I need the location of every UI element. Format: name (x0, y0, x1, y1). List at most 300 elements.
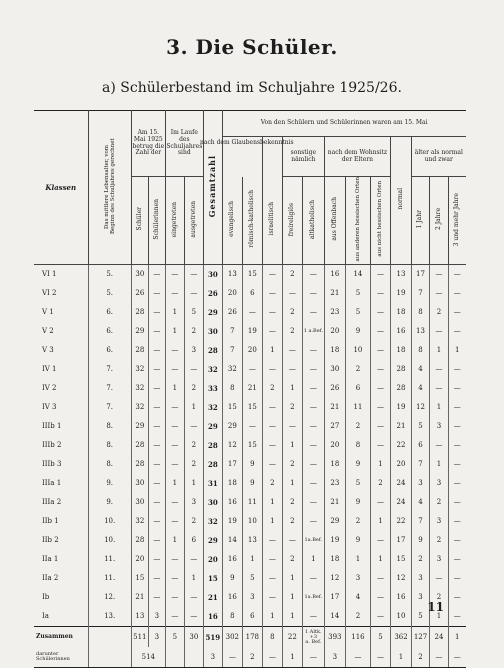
cell: 1 (455, 346, 460, 355)
cell: — (371, 569, 391, 588)
table-row (34, 588, 466, 607)
cell: 28 (391, 360, 412, 379)
cell: — (262, 303, 282, 322)
cell: — (282, 360, 302, 379)
cell: 6 (242, 607, 262, 627)
sum-label: Zusammen (34, 627, 88, 648)
header-sonstige: sonstige nämlich (282, 137, 324, 177)
girls-cell: — (430, 647, 449, 668)
row-class: IV 1 (34, 360, 88, 379)
table-row (34, 360, 466, 379)
cell: 20 (242, 341, 262, 360)
cell: 19 (391, 398, 412, 417)
cell: 18 (391, 303, 412, 322)
cell: 16 (222, 588, 242, 607)
sum-cell: 22 (282, 627, 302, 648)
cell: 2 (282, 303, 302, 322)
cell: 1 (165, 379, 184, 398)
cell: — (371, 303, 391, 322)
cell: — (453, 498, 461, 507)
cell: — (242, 360, 262, 379)
cell: 18 (324, 455, 345, 474)
header-klassen: Klassen (34, 111, 88, 265)
cell: 1 (165, 531, 184, 550)
header-aelter: älter als normal und zwar (412, 137, 466, 177)
sum-cell: 30 (184, 627, 203, 648)
cell: — (165, 607, 184, 627)
cell: 22 (391, 512, 412, 531)
sum-altkatholisch (302, 627, 324, 648)
header-wohnsitz: nach dem Wohnsitz der Eltern (324, 137, 390, 177)
cell: 7 (222, 341, 242, 360)
cell: 1a.Bef. (302, 531, 324, 550)
table-row (34, 531, 466, 550)
cell: — (165, 588, 184, 607)
cell: 2 (282, 550, 302, 569)
cell: — (165, 398, 184, 417)
cell: 5. (88, 284, 131, 303)
header-schueler: Schüler (131, 177, 148, 265)
cell: 19 (222, 512, 242, 531)
girls-cell: 2 (412, 647, 430, 668)
cell: 7 (412, 284, 430, 303)
table-row (34, 455, 466, 474)
cell: 8. (88, 436, 131, 455)
cell: — (453, 308, 461, 317)
cell: 1 (184, 474, 203, 493)
sum-row (34, 627, 466, 648)
cell: — (371, 531, 391, 550)
sum-cell: 362 (391, 627, 412, 648)
cell: 2 (184, 455, 203, 474)
cell: — (453, 441, 461, 450)
cell: — (184, 607, 203, 627)
cell: — (184, 360, 203, 379)
cell: 12 (391, 569, 412, 588)
cell: 8 (412, 303, 430, 322)
table-row (34, 379, 466, 398)
sum-cell: 1 (449, 627, 466, 648)
cell: 8 (345, 436, 370, 455)
cell: 3 (184, 341, 203, 360)
cell: 6. (88, 303, 131, 322)
cell: 28 (203, 436, 222, 455)
girls-cell: 3 (203, 647, 222, 668)
sum-cell: 5 (165, 627, 184, 648)
cell: — (165, 493, 184, 512)
cell: 10. (88, 531, 131, 550)
cell: — (371, 341, 391, 360)
cell: — (453, 612, 461, 621)
cell: 9. (88, 493, 131, 512)
girls-cell (165, 647, 184, 668)
cell: 1 (282, 379, 302, 398)
table-row (34, 322, 466, 341)
cell: — (371, 607, 391, 627)
cell: 20 (324, 436, 345, 455)
cell: 1 (302, 550, 324, 569)
cell: 32 (203, 398, 222, 417)
cell: 1 (262, 493, 282, 512)
cell: 16 (222, 493, 242, 512)
cell: — (430, 322, 449, 341)
cell: 2 (430, 493, 449, 512)
cell: 2 (345, 512, 370, 531)
cell: — (148, 265, 165, 285)
cell: — (371, 493, 391, 512)
cell: — (165, 550, 184, 569)
cell: 23 (324, 474, 345, 493)
cell: — (453, 384, 461, 393)
girls-row (34, 647, 466, 668)
cell: 21 (242, 379, 262, 398)
cell: 1 (345, 550, 370, 569)
cell: — (262, 569, 282, 588)
cell: 18 (324, 341, 345, 360)
cell: 30 (131, 493, 148, 512)
cell: 11 (242, 493, 262, 512)
cell: 3 (430, 474, 449, 493)
cell: 14 (222, 531, 242, 550)
header-ausgetreten: ausgetreten (184, 177, 203, 265)
cell: 1 (371, 550, 391, 569)
cell: 20 (324, 322, 345, 341)
cell: — (165, 417, 184, 436)
row-class: IIIb 1 (34, 417, 88, 436)
cell: 12 (222, 436, 242, 455)
cell: 1 (282, 436, 302, 455)
cell: 24 (391, 493, 412, 512)
cell: 7. (88, 398, 131, 417)
page-title: 3. Die Schüler. (166, 35, 338, 59)
cell: 21 (391, 417, 412, 436)
cell: — (242, 417, 262, 436)
header-jahr1: 1 Jahr (412, 177, 430, 265)
cell: — (165, 569, 184, 588)
row-class: IIb 2 (34, 531, 88, 550)
cell: 4 (345, 588, 370, 607)
glaubens-label: nach dem Glaubensbekenntnis (200, 139, 294, 146)
student-table (34, 110, 466, 668)
cell: 26 (203, 284, 222, 303)
cell: — (184, 284, 203, 303)
cell: 28 (131, 455, 148, 474)
cell: — (282, 417, 302, 436)
header-offenbach: aus Offenbach (324, 177, 345, 265)
cell: — (282, 341, 302, 360)
cell: — (184, 417, 203, 436)
cell: 19 (242, 322, 262, 341)
cell: 16 (391, 588, 412, 607)
cell: 2 (282, 322, 302, 341)
cell: — (453, 270, 461, 279)
cell: 13. (88, 607, 131, 627)
girls-cell: 1 (391, 647, 412, 668)
cell: — (262, 398, 282, 417)
cell: 22 (391, 436, 412, 455)
cell: — (453, 327, 461, 336)
sum-cell: 519 (203, 627, 222, 648)
cell: 18 (391, 341, 412, 360)
cell: 9 (242, 455, 262, 474)
cell: 3 (430, 512, 449, 531)
cell: 20 (391, 455, 412, 474)
header-israelitisch: israelitisch (262, 177, 282, 265)
cell: — (148, 417, 165, 436)
cell: 31 (203, 474, 222, 493)
cell: 17 (412, 265, 430, 285)
cell: 16 (391, 322, 412, 341)
cell: — (148, 436, 165, 455)
cell: 29 (203, 531, 222, 550)
cell: 21 (324, 284, 345, 303)
girls-cell: — (449, 647, 466, 668)
cell: — (430, 360, 449, 379)
cell: 3 (412, 588, 430, 607)
cell: 30 (203, 322, 222, 341)
cell: 5 (345, 284, 370, 303)
cell: 28 (131, 303, 148, 322)
cell: 10 (391, 607, 412, 627)
cell: — (302, 379, 324, 398)
cell: — (302, 493, 324, 512)
cell: 6 (345, 379, 370, 398)
cell: 15 (203, 569, 222, 588)
cell: 26 (131, 284, 148, 303)
cell: 1 (165, 322, 184, 341)
cell: — (371, 322, 391, 341)
cell: 21 (131, 588, 148, 607)
cell: — (242, 303, 262, 322)
cell: — (148, 588, 165, 607)
header-am15mai: Am 15. Mai 1925 betrug die Zahl der (131, 111, 165, 177)
sum-cell: 302 (222, 627, 242, 648)
cell: 4 (412, 360, 430, 379)
cell: 21 (324, 398, 345, 417)
girls-cell (88, 647, 131, 668)
cell: 9 (345, 493, 370, 512)
girls-cell: — (302, 647, 324, 668)
cell: 6 (242, 284, 262, 303)
cell: — (302, 360, 324, 379)
cell: — (262, 322, 282, 341)
cell: 4 (412, 493, 430, 512)
girls-cell: 3 (324, 647, 345, 668)
cell: — (453, 365, 461, 374)
header-imlaufe: Im Laufe des Schuljahres sind (165, 111, 203, 177)
girls-cell: — (371, 647, 391, 668)
cell: 17 (222, 455, 242, 474)
cell: 1 (282, 474, 302, 493)
cell: 2 (282, 265, 302, 285)
table-row (34, 398, 466, 417)
cell: 9 (345, 322, 370, 341)
cell: 30 (324, 360, 345, 379)
header-eingetreten: eingetreten (165, 177, 184, 265)
cell: 15 (222, 398, 242, 417)
cell: — (148, 284, 165, 303)
row-class: Ia (34, 607, 88, 627)
cell: 11 (345, 398, 370, 417)
cell: 19 (391, 284, 412, 303)
section-title: a) Schülerbestand im Schuljahre 1925/26. (102, 80, 402, 96)
cell: 1 (282, 607, 302, 627)
table-row (34, 417, 466, 436)
cell: 2 (282, 493, 302, 512)
cell: 2 (282, 455, 302, 474)
cell: 18 (324, 550, 345, 569)
header-evangelisch: evangelisch (222, 177, 242, 265)
cell: 32 (131, 398, 148, 417)
cell: 3 (430, 417, 449, 436)
cell: — (262, 417, 282, 436)
table-row (34, 493, 466, 512)
cell: 21 (324, 493, 345, 512)
row-class: IIIb 3 (34, 455, 88, 474)
sum-cell: 5 (371, 627, 391, 648)
cell: 4 (412, 379, 430, 398)
cell: 32 (131, 512, 148, 531)
cell: — (302, 436, 324, 455)
cell: — (302, 265, 324, 285)
cell: — (148, 398, 165, 417)
header-alter: Das mittlere Lebensalter, vom Beginn des Schuljahres gerechnet (88, 111, 131, 265)
cell: 3 (184, 493, 203, 512)
header-gesamtzahl: Gesamtzahl (203, 111, 222, 265)
sum-cell: 511 (131, 627, 148, 648)
header-katholisch: römisch-katholisch (242, 177, 262, 265)
cell: 7. (88, 360, 131, 379)
cell: — (302, 284, 324, 303)
cell: 15 (391, 550, 412, 569)
cell: 1 a.Bef. (302, 322, 324, 341)
girls-total: 514 (131, 647, 165, 668)
cell: — (148, 569, 165, 588)
cell: — (371, 417, 391, 436)
cell: 9 (345, 455, 370, 474)
cell: — (453, 517, 461, 526)
cell: 2 (262, 474, 282, 493)
sum-cell: 3 (148, 627, 165, 648)
cell: — (148, 455, 165, 474)
girls-cell: — (222, 647, 242, 668)
cell: 32 (203, 360, 222, 379)
table-row (34, 303, 466, 322)
table-row (34, 512, 466, 531)
cell: 17 (324, 588, 345, 607)
cell: 3 (412, 569, 430, 588)
cell: 15 (242, 265, 262, 285)
cell: 29 (222, 417, 242, 436)
cell: — (282, 284, 302, 303)
cell: 11. (88, 550, 131, 569)
cell: — (165, 436, 184, 455)
cell: 2 (184, 512, 203, 531)
cell: 1 (242, 550, 262, 569)
cell: — (148, 341, 165, 360)
cell: 9 (222, 569, 242, 588)
sum-altkath-line: +3 (309, 633, 317, 640)
cell: 16 (222, 550, 242, 569)
cell: 19 (324, 531, 345, 550)
cell: 28 (203, 455, 222, 474)
cell: 2 (371, 474, 391, 493)
row-class: V 1 (34, 303, 88, 322)
cell: 2 (430, 303, 449, 322)
cell: 2 (345, 607, 370, 627)
cell: 1 (282, 569, 302, 588)
cell: 13 (412, 322, 430, 341)
cell: 2 (345, 417, 370, 436)
cell: 2 (345, 360, 370, 379)
cell: 1a.Bef. (302, 588, 324, 607)
cell: — (282, 531, 302, 550)
cell: 28 (131, 341, 148, 360)
cell: 1 (430, 398, 449, 417)
cell: — (302, 341, 324, 360)
cell: 20 (222, 284, 242, 303)
cell: 5 (412, 417, 430, 436)
cell: — (302, 569, 324, 588)
cell: — (148, 474, 165, 493)
cell: 3 (430, 550, 449, 569)
table-body (34, 265, 466, 668)
header-vondenschuelern: Von den Schülern und Schülerinnen waren am 15. Mai (222, 111, 465, 137)
cell: — (262, 265, 282, 285)
cell: 5 (242, 569, 262, 588)
cell: 3 (412, 474, 430, 493)
cell: — (430, 569, 449, 588)
cell: 1 (165, 474, 184, 493)
cell: — (184, 550, 203, 569)
cell: — (453, 479, 461, 488)
cell: 2 (282, 512, 302, 531)
cell: — (262, 436, 282, 455)
cell: 16 (203, 607, 222, 627)
cell: 2 (282, 398, 302, 417)
cell: 5. (88, 265, 131, 285)
cell: 1 (184, 398, 203, 417)
cell: 1 (262, 341, 282, 360)
cell: 16 (324, 265, 345, 285)
cell: — (302, 607, 324, 627)
table-row (34, 569, 466, 588)
girls-cell: 2 (242, 647, 262, 668)
cell: — (453, 593, 461, 602)
cell: — (430, 265, 449, 285)
cell: 1 (262, 512, 282, 531)
cell: — (184, 265, 203, 285)
cell: 24 (391, 474, 412, 493)
cell: — (371, 436, 391, 455)
cell: — (262, 284, 282, 303)
sum-cell: 8 (262, 627, 282, 648)
cell: — (148, 322, 165, 341)
cell: — (165, 341, 184, 360)
page-number: 11 (427, 600, 444, 614)
sum-cell: 127 (412, 627, 430, 648)
sum-cell: 393 (324, 627, 345, 648)
cell: 2 (430, 531, 449, 550)
cell: 2 (184, 322, 203, 341)
cell: — (430, 379, 449, 398)
cell: 20 (203, 550, 222, 569)
row-class: IV 3 (34, 398, 88, 417)
cell: — (262, 550, 282, 569)
cell: — (453, 555, 461, 564)
sum-cell: 116 (345, 627, 370, 648)
cell: 1 (165, 303, 184, 322)
